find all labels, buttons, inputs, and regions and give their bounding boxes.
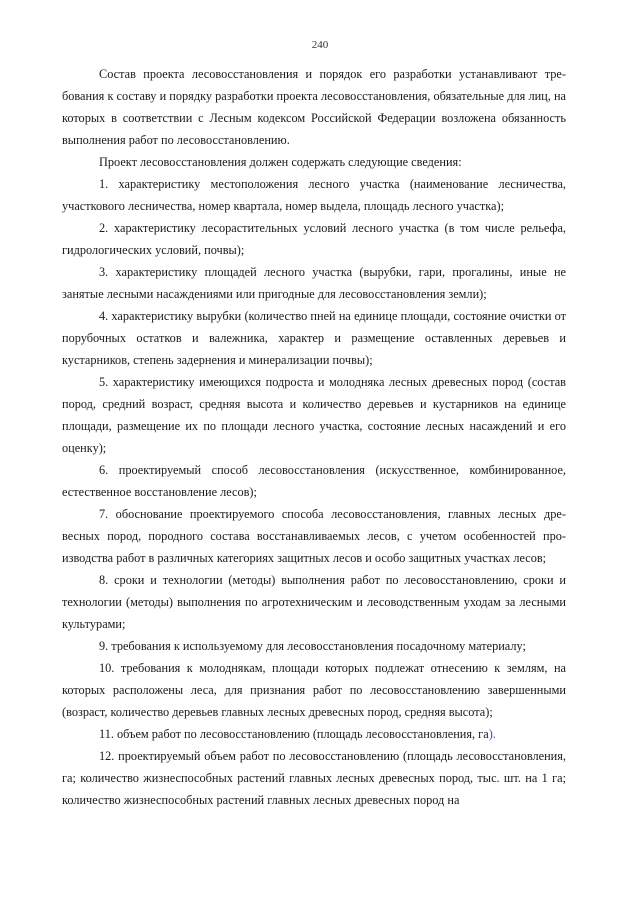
list-item-1: 1. характеристику местоположения лесного участка (наименование лесничества, участкового лесничества, номер квартала, номер выдела, площадь лесного участка); [62, 177, 566, 213]
list-item-10: 10. требования к молоднякам, площади которых подлежат отнесению к землям, на которых расположены леса, для признания работ по лесовосстановлению завершенными (возраст, количество деревьев главных лесных древесных пород, средняя высота); [62, 661, 566, 719]
list-item-7: 7. обоснование проектируемого способа лесовосстановления, главных лесных древесных пород, породного состава восстанавливаемых лесов, с учетом особенностей производства работ в различных категориях защитных лесов и особо защитных участках лесов; [62, 507, 566, 565]
page-number: 240 [311, 39, 329, 51]
list-item-5: 5. характеристику имеющихся подроста и молодняка лесных древесных пород (состав пород, средний возраст, средняя высота и количество деревьев и кустарников на единице площади, размещение их по площади лесного участка, состояние лесных насаждений и его оценку); [62, 375, 566, 455]
list-item-11-text: 11. объем работ по лесовосстановлению (площадь лесовосстановления, га [99, 727, 489, 741]
paragraph-list-lead: Проект лесовосстановления должен содержать следующие сведения: [99, 155, 462, 169]
list-item-2: 2. характеристику лесорастительных условий лесного участка (в том числе рельефа, гидрологических условий, почвы); [62, 221, 566, 257]
list-item-4: 4. характеристику вырубки (количество пней на единице площади, состояние очистки от порубочных остатков и валежника, характер и размещение оставленных деревьев и кустарников, степень задернения и минерализации почвы); [62, 309, 566, 367]
list-item-6: 6. проектируемый способ лесовосстановления (искусственное, комбинированное, естественное восстановление лесов); [62, 463, 566, 499]
list-item-11-tail: ). [488, 727, 496, 741]
list-item-12: 12. проектируемый объем работ по лесовосстановлению (площадь лесовосстановления, га; количество жизнеспособных растений главных лесных древесных пород, тыс. шт. на 1 га; количество жизнеспособных растений главных лесных древесных пород на [62, 749, 566, 807]
list-item-3: 3. характеристику площадей лесного участка (вырубки, гари, прогалины, иные не занятые лесными насаждениями или пригодные для лесовосстановления земли); [62, 265, 566, 301]
paragraph-intro: Состав проекта лесовосстановления и порядок его разработки устанавливают требования к составу и порядку разработки проекта лесовосстановления, обязательные для лиц, на которых в соответствии с Лесным кодексом Российской Федерации возложена обязанность выполнения работ по лесовосстановлению. [62, 67, 566, 147]
list-item-9: 9. требования к используемому для лесовосстановления посадочному материалу; [99, 639, 526, 653]
page-body [62, 63, 566, 811]
list-item-11 [62, 723, 566, 745]
list-item-8: 8. сроки и технологии (методы) выполнения работ по лесовосстановлению, сроки и технологии (методы) выполнения по агротехническим и лесоводственным уходам за лесными культурами; [62, 573, 566, 631]
